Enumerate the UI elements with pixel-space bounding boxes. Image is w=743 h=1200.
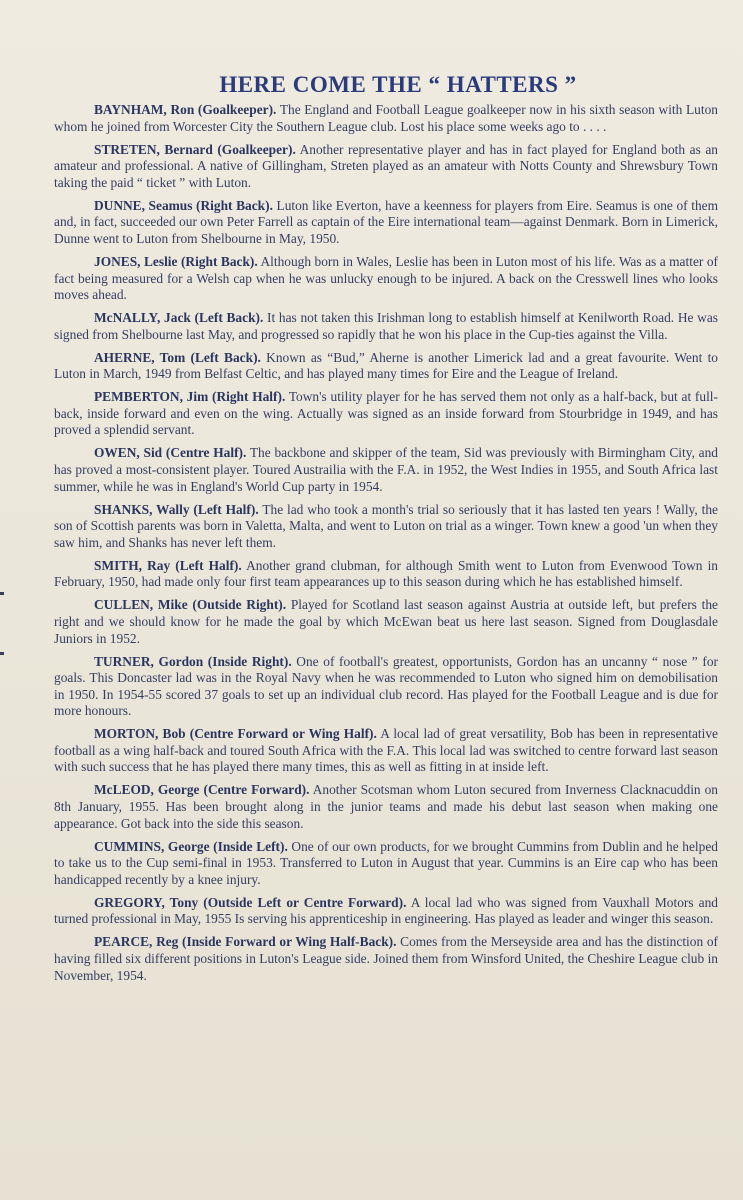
player-entry: [54, 934, 718, 984]
player-entry: [54, 350, 718, 383]
player-name: CULLEN, Mike (Outside Right).: [94, 597, 287, 613]
player-name: PEMBERTON, Jim (Right Half).: [94, 389, 286, 405]
page-title: HERE COME THE “ HATTERS ”: [219, 72, 577, 97]
player-entry: [54, 198, 718, 248]
player-entry: [54, 445, 718, 495]
player-description: Another grand clubman, for although Smith went to Luton from Evenwood Town in February, 1950, had made only four first team appearances up to this season during which he has established himself.: [54, 557, 718, 590]
player-description: Comes from the Merseyside area and has the distinction of having filled six different positions in Luton's League side. Joined them from Winsford United, the Cheshire League club in November, 1954.: [54, 934, 718, 983]
player-entry: [54, 558, 718, 591]
player-name: PEARCE, Reg (Inside Forward or Wing Half-Back).: [94, 934, 397, 950]
player-description: Another representative player and has in fact played for England both as an amateur and professional. A native of Gillingham, Streten played as an amateur with Notts County and Shrewsbury Town taking the paid “ ticket ” with Luton.: [54, 141, 718, 190]
player-name: MORTON, Bob (Centre Forward or Wing Half).: [94, 726, 377, 742]
player-description: Played for Scotland last season against Austria at outside left, but prefers the right and we should know for he made the goal by which McEwan beat us here last season. Signed from Douglasdale Juniors in 1952.: [54, 597, 718, 646]
player-name: OWEN, Sid (Centre Half).: [94, 445, 247, 461]
player-description: The England and Football League goalkeeper now in his sixth season with Luton whom he joined from Worcester City the Southern League club. Lost his place some weeks ago to . . . .: [54, 102, 718, 134]
player-entry: [54, 726, 718, 776]
player-description: Although born in Wales, Leslie has been in Luton most of his life. Was as a matter of fact being measured for a Welsh cap when he was unlucky enough to be injured. A back on the Cresswell lines who looks moves ahead.: [54, 253, 718, 303]
player-entry: [54, 310, 718, 343]
player-name: SMITH, Ray (Left Half).: [94, 557, 242, 573]
player-entry: [54, 782, 718, 832]
player-name: McLEOD, George (Centre Forward).: [94, 782, 310, 798]
player-entry: [54, 254, 718, 304]
player-entry: [54, 895, 718, 928]
player-name: GREGORY, Tony (Outside Left or Centre Forward).: [94, 894, 407, 910]
player-description: The lad who took a month's trial so seriously that it has lasted ten years ! Wally, the son of Scottish parents was born in Valetta, Malta, and went to Luton on trial as a winger. Town knew a good 'un when they saw him, and Shanks has never left them.: [54, 501, 718, 550]
player-entry: [54, 839, 718, 889]
player-entry: [54, 142, 718, 192]
player-entry: [54, 502, 718, 552]
player-description: It has not taken this Irishman long to establish himself at Kenilworth Road. He was signed from Shelbourne last May, and progressed so rapidly that he won his place in the Cup-ties against the Villa.: [54, 310, 718, 342]
player-name: TURNER, Gordon (Inside Right).: [94, 653, 292, 669]
player-name: AHERNE, Tom (Left Back).: [94, 349, 261, 365]
player-description: Another Scotsman whom Luton secured from Inverness Clacknacuddin on 8th January, 1955. Has been brought along in the junior teams and made his debut last season when making one appearance. Got back into the side this season.: [54, 782, 718, 831]
player-name: DUNNE, Seamus (Right Back).: [94, 197, 273, 213]
player-entry: [54, 654, 718, 720]
player-description: One of our own products, for we brought Cummins from Dublin and he helped to take us to the Cup semi-final in 1953. Transferred to Luton in August that year. Cummins is an Eire cap who has been handicapped recently by a knee injury.: [54, 838, 718, 887]
player-entry: [54, 389, 718, 439]
player-description: The backbone and skipper of the team, Sid was previously with Birmingham City, and has proved a most-consistent player. Toured Austrailia with the F.A. in 1952, the West Indies in 1955, and South Africa last summer, while he was in England's World Cup party in 1954.: [54, 445, 719, 494]
player-entry: [54, 102, 718, 135]
player-description: Town's utility player for he has served them not only as a half-back, but at full-back, inside forward and even on the wing. Actually was signed as an inside forward from Stourbridge in 1949, and has proved a splendid servant.: [54, 389, 718, 438]
player-name: CUMMINS, George (Inside Left).: [94, 838, 288, 854]
player-name: JONES, Leslie (Right Back).: [94, 253, 258, 269]
player-description: A local lad who was signed from Vauxhall Motors and turned professional in May, 1955 Is serving his apprenticeship in engineering. Has played as leader and winger this season.: [54, 894, 718, 927]
player-name: SHANKS, Wally (Left Half).: [94, 501, 259, 517]
player-description: Luton like Everton, have a keenness for players from Eire. Seamus is one of them and, in fact, succeeded our own Peter Farrell as captain of the Eire international team—against Denmark. Born in Limerick, Dunne went to Luton from Shelbourne in May, 1950.: [54, 197, 718, 246]
article: [54, 72, 718, 991]
player-description: A local lad of great versatility, Bob has been in representative football as a wing half-back and toured South Africa with the F.A. This local lad was switched to centre forward last season with such success that he has played there many times, this as well as fitting in at inside left.: [54, 726, 718, 775]
player-list: [54, 102, 718, 984]
page-edge-mark: [0, 652, 4, 655]
player-description: One of football's greatest, opportunists, Gordon has an uncanny “ nose ” for goals. This Doncaster lad was in the Royal Navy when he was recommended to Luton who signed him on demobilisation in 1950. In 1954-55 scored 37 goals to set up an individual club record. Has played for the Football League and is due for more honours.: [54, 653, 718, 719]
page-edge-mark: [0, 592, 4, 595]
player-entry: [54, 597, 718, 647]
player-description: Known as “Bud,” Aherne is another Limerick lad and a great favourite. Went to Luton in March, 1949 from Belfast Celtic, and has played many times for Eire and the League of Ireland.: [54, 349, 718, 382]
player-name: BAYNHAM, Ron (Goalkeeper).: [94, 102, 277, 117]
player-name: STRETEN, Bernard (Goalkeeper).: [94, 141, 296, 157]
player-name: McNALLY, Jack (Left Back).: [94, 310, 264, 326]
